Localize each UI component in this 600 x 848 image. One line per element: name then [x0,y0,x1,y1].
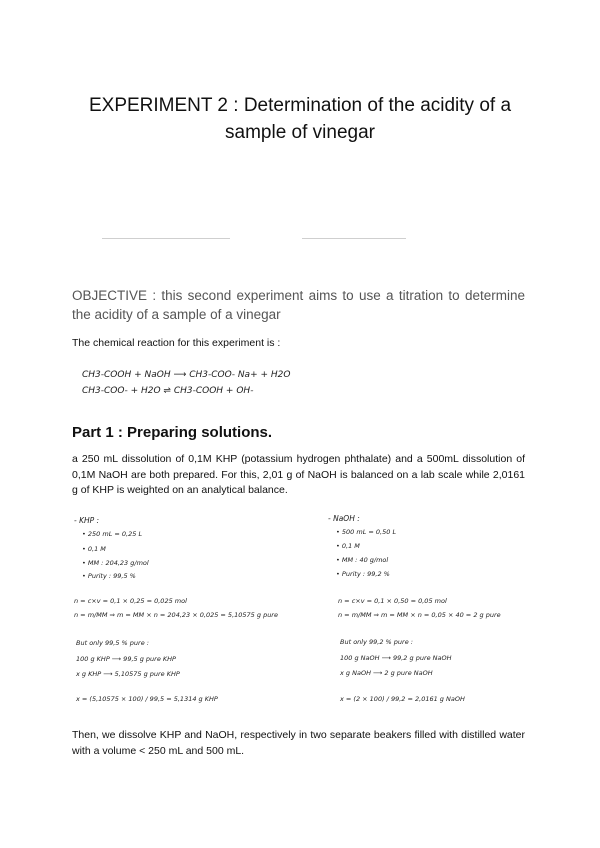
khp-bullet: • Purity : 99,5 % [82,572,136,580]
equation-1: CH3-COOH + NaOH ⟶ CH3-COO- Na+ + H2O [82,370,291,380]
naoh-calc1: n = c×v = 0,1 × 0,50 = 0,05 mol [338,597,447,605]
khp-calc1: n = c×v = 0,1 × 0,25 = 0,025 mol [74,597,187,605]
part1-heading: Part 1 : Preparing solutions. [72,424,273,441]
naoh-calc2: n = m/MM ⇒ m = MM × n = 0,05 × 40 = 2 g pure [338,611,501,619]
page-title: EXPERIMENT 2 : Determination of the acidity of a sample of vinegar [88,95,512,143]
part1-paragraph: a 250 mL dissolution of 0,1M KHP (potassium hydrogen phthalate) and a 500mL dissolution of 0,1M NaOH are both prepared. For this, 2,01 g of NaOH is balanced on a lab scale while 2,0161 g of KHP is weighted on an analytical balance. [72,453,525,496]
naoh-bullet: • 0,1 M [336,542,360,550]
khp-head: - KHP : [74,516,100,525]
naoh-head: - NaOH : [328,514,360,523]
naoh-purity-line: x g NaOH ⟶ 2 g pure NaOH [340,669,433,677]
naoh-purity-line: 100 g NaOH ⟶ 99,2 g pure NaOH [340,654,452,662]
naoh-result: x = (2 × 100) / 99,2 = 2,0161 g NaOH [340,695,465,703]
khp-purity-line: x g KHP ⟶ 5,10575 g pure KHP [76,670,180,678]
khp-purity-head: But only 99,5 % pure : [76,639,149,647]
khp-calc2: n = m/MM ⇒ m = MM × n = 204,23 × 0,025 = 5,10575 g pure [74,611,278,619]
signature-line-right [302,238,406,239]
naoh-purity-head: But only 99,2 % pure : [340,638,413,646]
reaction-intro: The chemical reaction for this experiment is : [72,337,281,349]
khp-bullet: • 0,1 M [82,545,106,553]
khp-bullet: • 250 mL = 0,25 L [82,530,143,538]
khp-purity-line: 100 g KHP ⟶ 99,5 g pure KHP [76,655,176,663]
khp-result: x = (5,10575 × 100) / 99,5 = 5,1314 g KHP [76,695,218,703]
signature-line-left [102,238,230,239]
closing-paragraph: Then, we dissolve KHP and NaOH, respectively in two separate beakers filled with distilled water with a volume < 250 mL and 500 mL. [72,729,525,757]
objective-text: OBJECTIVE : this second experiment aims to use a titration to determine the acidity of a sample of a vinegar [72,288,525,322]
naoh-bullet: • MM : 40 g/mol [336,556,389,564]
khp-bullet: • MM : 204,23 g/mol [82,559,149,567]
naoh-bullet: • 500 mL = 0,50 L [336,528,397,536]
equation-2: CH3-COO- + H2O ⇌ CH3-COOH + OH- [82,386,254,396]
naoh-bullet: • Purity : 99,2 % [336,570,390,578]
